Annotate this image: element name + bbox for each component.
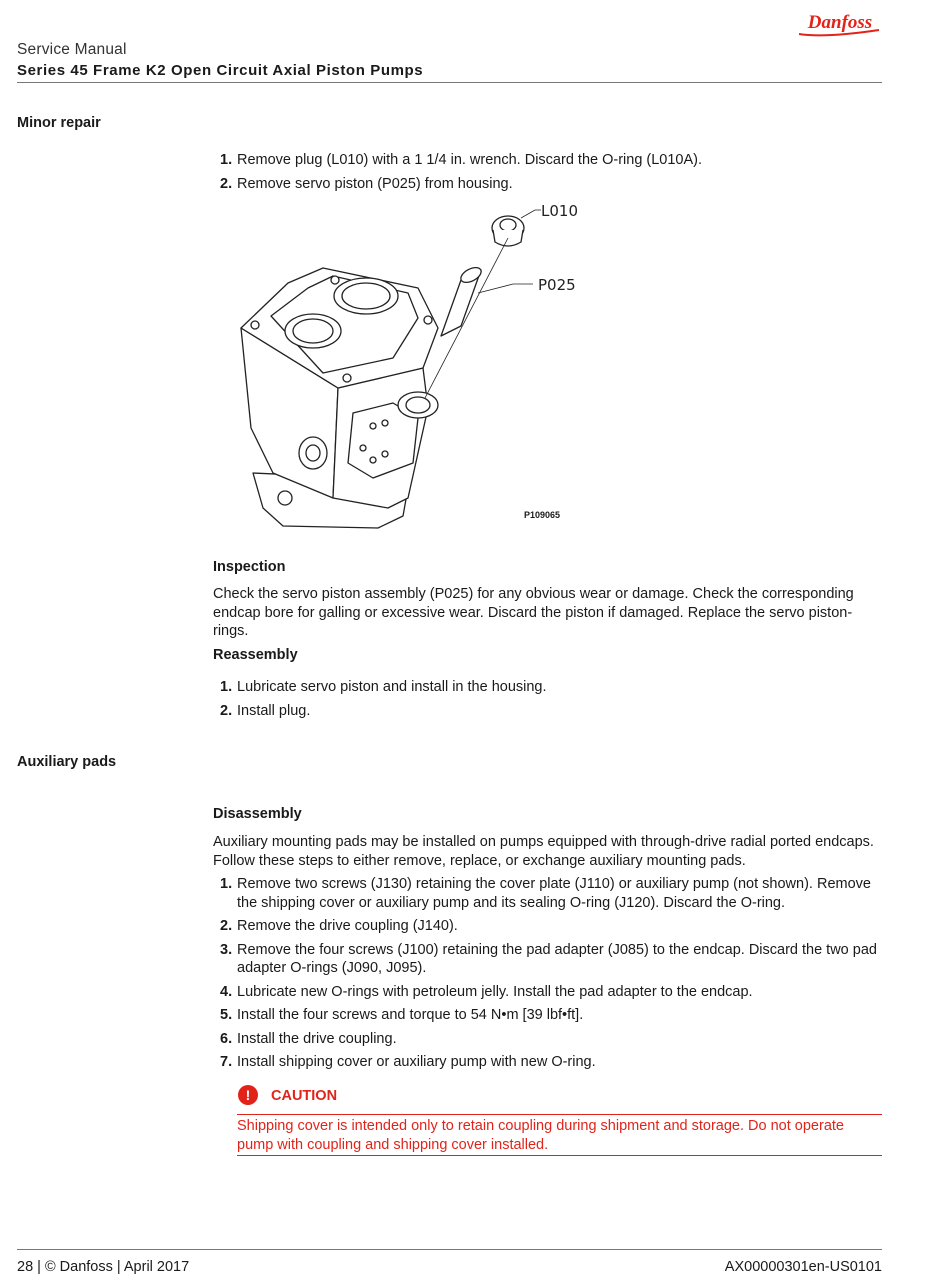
footer-divider: [17, 1249, 882, 1250]
doc-title: Series 45 Frame K2 Open Circuit Axial Piston Pumps: [17, 62, 424, 79]
list-item: 4. Lubricate new O-rings with petroleum jelly. Install the pad adapter to the endcap.: [220, 983, 753, 1000]
list-item: 2. Remove the drive coupling (J140).: [220, 918, 458, 934]
callout-l010: L010: [541, 202, 578, 220]
list-item: 2. Remove servo piston (P025) from housing.: [220, 175, 513, 192]
section-heading-minor-repair: Minor repair: [17, 115, 101, 131]
list-item: 1. Remove plug (L010) with a 1 1/4 in. wrench. Discard the O-ring (L010A).: [220, 152, 703, 168]
disassembly-intro: Auxiliary mounting pads may be installed on pumps equipped with through-drive radial ported endcaps. Follow these steps to either remove, replace, or exchange auxiliary mounting pads.: [213, 834, 874, 869]
caution-label: CAUTION: [271, 1088, 338, 1104]
footer-page-info: 28 | © Danfoss | April 2017: [17, 1259, 190, 1275]
list-item: 6. Install the drive coupling.: [220, 1030, 397, 1047]
inspection-heading: Inspection: [213, 559, 286, 575]
minor-repair-steps: [213, 151, 883, 193]
list-item: 1. Lubricate servo piston and install in the housing.: [220, 679, 547, 695]
list-item: 2. Install plug.: [220, 702, 311, 719]
list-item: 7. Install shipping cover or auxiliary pump with new O-ring.: [220, 1054, 596, 1070]
figure-id: P109065: [524, 510, 561, 520]
svg-text:Danfoss: Danfoss: [807, 12, 873, 33]
list-item: 1. Remove two screws (J130) retaining the cover plate (J110) or auxiliary pump (not shown). Remove the shipping cover or auxiliary pump and its sealing O-ring (J120). Discard the O-ring.: [220, 876, 871, 911]
danfoss-logo: [795, 8, 885, 42]
reassembly-heading: Reassembly: [213, 647, 298, 663]
footer-doc-number: AX00000301en-US0101: [724, 1259, 882, 1275]
list-item: 3. Remove the four screws (J100) retaining the pad adapter (J085) to the endcap. Discard the two pad adapter O-rings (J090, J095).: [220, 941, 877, 976]
inspection-text: Check the servo piston assembly (P025) for any obvious wear or damage. Check the corresponding endcap bore for galling or excessive wear. Discard the piston if damaged. Replace the servo piston-rings.: [213, 586, 854, 639]
reassembly-steps: [213, 678, 883, 720]
caution-text: Shipping cover is intended only to retain coupling during shipment and storage. Do not operate pump with coupling and shipping cover installed.: [237, 1114, 882, 1156]
disassembly-heading: Disassembly: [213, 806, 302, 822]
doc-type: Service Manual: [17, 41, 127, 58]
pump-exploded-figure: [213, 198, 613, 538]
disassembly-steps: [213, 875, 883, 1072]
list-item: 5. Install the four screws and torque to 54 N•m [39 lbf•ft].: [220, 1007, 584, 1023]
header-divider: [17, 82, 882, 83]
section-heading-auxiliary-pads: Auxiliary pads: [17, 754, 117, 770]
callout-p025: P025: [538, 276, 576, 294]
pump-illustration: [213, 198, 613, 538]
caution-icon: !: [238, 1085, 258, 1105]
